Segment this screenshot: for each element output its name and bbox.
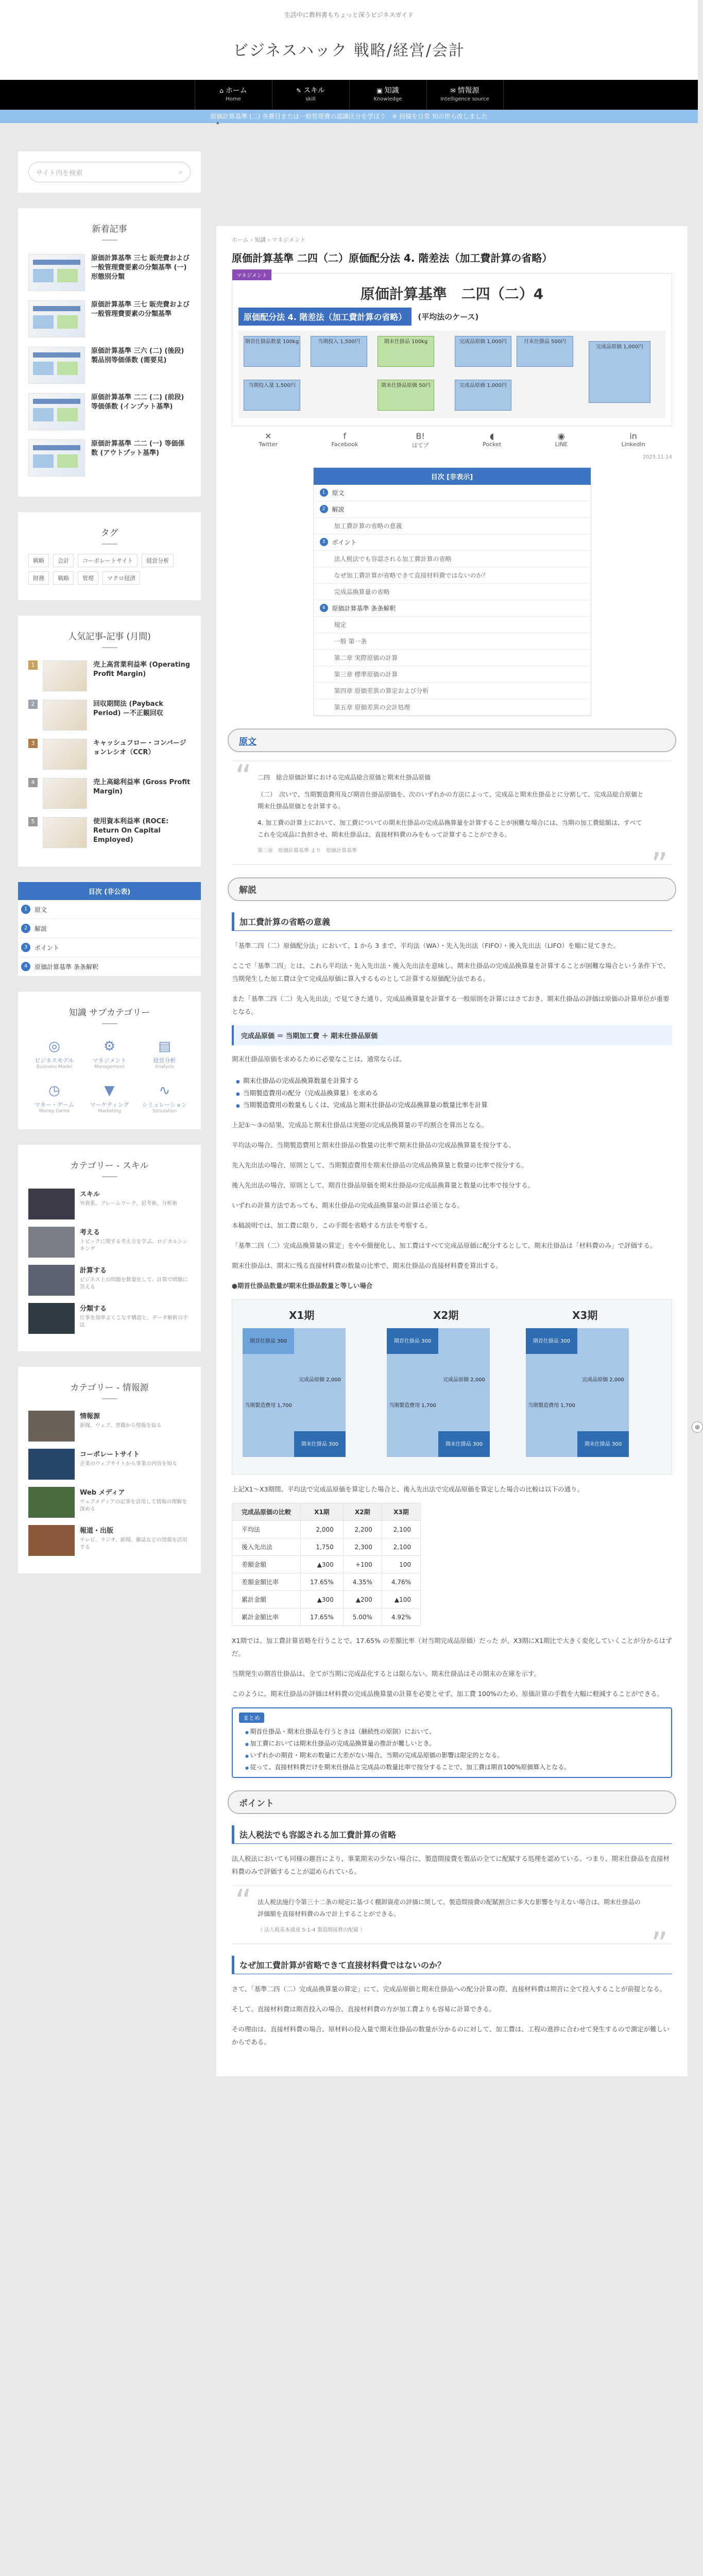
heading-why: なぜ加工費計算が省略できて直接材料費ではないのか？ [232,1956,672,1974]
table-row: 累計金額比率 17.65% 5.00% 4.92% [232,1608,421,1626]
box-opening-wip: 期首仕掛品 300 [243,1328,294,1354]
recent-item[interactable]: 原価計算基準 二二 (一) 等価係数 (アウトプット基準) [28,439,191,477]
category-item[interactable]: 分類する 仕事を効率よくこなす構造と、データ解析の手法 [28,1303,191,1334]
tag-link[interactable]: 戦略 [53,571,74,585]
line-icon: ◉ [557,431,565,441]
ranking-thumbnail [43,660,87,691]
rank-badge: 4 [28,778,38,787]
box-current-cost: 当期製造費用 1,700 [526,1354,577,1457]
share-twitter-button[interactable]: ✕ Twitter [259,431,278,448]
info-category-widget [18,1367,201,1573]
tags-title: タグ [28,522,191,549]
share-linkedin-button[interactable]: in LinkedIn [621,431,645,448]
heading-significance: 加工費計算の省略の意義 [232,912,672,931]
book-icon: ▣ [376,87,383,94]
section-original: 原文 [228,728,676,752]
linkedin-icon: in [629,431,637,441]
target-icon: ◎ [48,1039,60,1054]
ranking-item[interactable]: 4 売上高総利益率 (Gross Profit Margin) [28,778,191,809]
side-toc-widget [18,882,201,976]
skill-title: カテゴリー - スキル [28,1155,191,1181]
global-nav [0,80,698,110]
table-row: 累計金額 ▲300 ▲200 ▲100 [232,1591,421,1608]
site-header [0,0,698,80]
recent-widget [18,208,201,497]
tags-widget [18,512,201,600]
toc-subitem[interactable]: なぜ加工費計算が省略できて直接材料費ではないのか？ [314,567,591,584]
category-analysis[interactable]: ▤ 経営分析 Analysis [139,1033,191,1075]
toc-subitem[interactable]: 第五章 原価差異の会計処理 [314,699,591,716]
tag-link[interactable]: 経営分析 [142,554,174,567]
box-closing-wip: 期末仕掛品 300 [294,1431,346,1457]
table-of-contents [313,467,591,716]
recent-thumbnail [28,254,85,291]
pocket-icon: ◖ [489,431,494,441]
diagram-box: 当期投入 1,500円 [311,336,367,367]
rank-badge: 3 [28,739,38,748]
category-item[interactable]: 考える トピックに関する考え方を学ぶ、ロジカルシンキング [28,1227,191,1258]
period-label: X1期 [289,1309,315,1322]
post-date: 2025.11.14 [642,454,672,460]
diagram-box: 期首仕掛品数量 100kg [244,336,300,367]
share-hatena-button[interactable]: B! はてブ [411,431,429,449]
ranking-item[interactable]: 3 キャッシュフロー・コンバージョンレシオ（CCR） [28,739,191,770]
search-icon[interactable]: ⌕ [179,168,183,176]
eyecatch-case: (平均法のケース) [418,312,479,321]
clock-icon: ◷ [48,1083,60,1098]
toc-subitem[interactable]: 一般 第一条 [314,633,591,650]
category-item[interactable]: スキル 外資系、フレームワーク、思考術、分析術 [28,1189,191,1219]
eyecatch-title: 原価計算基準 二四（二）4 [360,285,544,302]
box-completed: 完成品原価 2,000 [577,1328,629,1431]
twitter-icon: ✕ [264,431,272,441]
scroll-top-button[interactable]: ⊕ [692,1421,703,1433]
diagram-box: 月末仕掛品 500円 [517,336,573,367]
eyecatch-diagram [238,331,665,418]
category-business-model[interactable]: ◎ ビジネスモデル Business Model [28,1033,80,1075]
category-simulation[interactable]: ∿ シミュレーション Simulation [139,1078,191,1119]
ranking-item[interactable]: 5 使用資本利益率 (ROCE: Return On Capital Employed) [28,817,191,848]
table-row: 平均法 2,000 2,200 2,100 [232,1521,421,1538]
notice-bar[interactable]: 原価計算基準 (二) 各費目または一般管理費の認識区分を学ぼう ※ 投稿を日常 知の世ら改しました [0,110,698,123]
summary-label: まとめ [239,1713,264,1723]
section-point: ポイント [228,1790,676,1814]
category-item[interactable]: 計算する ビジネス上の問題を数量化して、計算で問題に答える [28,1265,191,1296]
nav-skill[interactable]: ✎ スキル skill [272,80,349,110]
ranking-item[interactable]: 1 売上高営業利益率 (Operating Profit Margin) [28,660,191,691]
chart-caption: ●期首仕掛品数量が期末仕掛品数量と等しい場合 [232,1282,373,1290]
ranking-thumbnail [43,700,87,731]
period-flow-diagram [232,1299,672,1475]
nav-home[interactable]: ⌂ ホーム Home [195,80,272,110]
diagram-box: 完成品原価 1,000円 [455,380,511,411]
side-toc-title[interactable]: 目次 (非公表) [18,882,201,900]
toc-subitem[interactable]: 第三章 標準原価の計算 [314,666,591,683]
recent-item[interactable]: 原価計算基準 二二 (二) (前段)等価係数 (インプット基準) [28,393,191,430]
sidebar [18,123,201,2076]
home-icon: ⌂ [219,87,224,94]
eyecatch-image [232,273,672,426]
site-tagline: 生活中に教科書もちょっと深うビジネスガイド [284,11,414,19]
table-row: 後入先出法 1,750 2,300 2,100 [232,1538,421,1556]
page-title: 原価計算基準 二四（二）原価配分法 4. 階差法（加工費計算の省略） [232,252,553,264]
recent-thumbnail [28,300,85,337]
pencil-icon: ✎ [296,87,302,94]
box-current-cost: 当期製造費用 1,700 [387,1354,438,1457]
nav-intelligence[interactable]: ✉ 情報源 Intelligence source [426,80,504,110]
tag-link[interactable]: 財務 [28,571,49,585]
category-badge[interactable]: マネジメント [232,269,271,280]
formula-note: 完成品原価 ＝ 当期加工費 ＋ 期末仕掛品原価 [232,1025,672,1045]
recent-thumbnail [28,393,85,430]
recent-thumbnail [28,439,85,477]
period-label: X2期 [433,1309,459,1322]
toc-subitem[interactable]: 第四章 原価差異の算定および分析 [314,683,591,699]
recent-item[interactable]: 原価計算基準 三六 (二) (後段)製品別等価係数 (需要見) [28,347,191,384]
hatena-icon: B! [416,431,425,441]
tag-link[interactable]: 管理 [78,571,98,585]
rank-badge: 5 [28,817,38,826]
breadcrumb[interactable]: ホーム › 知識 › マネジメント [232,236,306,243]
knowledge-title: 知識 サブカテゴリー [28,1002,191,1028]
knowledge-subcategory-widget [18,992,201,1129]
quote-original: “ 二四 総合原価計算における完成品総合原価と期末仕掛品原価 （二） 次いで、当期製造費用及び期首仕掛品原価を、次のいずれかの方法によって、完成品と期末仕掛品とに分割して、完成品総合原価と期末仕掛品原価とを計算する。 4. 加工費の計算上において、加工費についての期末仕掛品の完成品換算量を計算することが困難な場合には、当期の加工費総額は、すべてこれを完成品に負担させ、期末仕掛品は、直接材料費のみをもって計算することができる。 第三章 原価計算基準 より 原価計算基準 ” [232,760,672,865]
info-title: カテゴリー - 情報源 [28,1377,191,1403]
tag-link[interactable]: コーポレートサイト [78,554,138,567]
tag-link[interactable]: マクロ経済 [102,571,140,585]
recent-item[interactable]: 原価計算基準 三七 販売費および一般管理費要素の分類基準 (一) 形態別分類 [28,254,191,291]
category-money-game[interactable]: ◷ マネー・ゲーム Money Game [28,1078,80,1119]
box-opening-wip: 期首仕掛品 300 [387,1328,438,1354]
category-thumbnail [28,1189,75,1219]
document-icon: ▤ [158,1039,171,1054]
share-facebook-button[interactable]: f Facebook [331,431,358,448]
nav-knowledge[interactable]: ▣ 知識 Knowledge [349,80,426,110]
wave-icon: ∿ [159,1083,170,1098]
skill-category-widget [18,1145,201,1351]
box-closing-wip: 期末仕掛品 300 [577,1431,629,1457]
diagram-box: 完成品原価 1,000円 [589,341,650,403]
side-toc-item[interactable]: 1 原文 [18,900,201,919]
side-toc-item[interactable]: 3 ポイント [18,938,201,957]
table-row: 差額金額 ▲300 +100 100 [232,1556,421,1573]
gear-icon: ⚙ [103,1039,116,1054]
box-completed: 完成品原価 2,000 [294,1328,346,1431]
toc-item[interactable]: 1 原文 [314,485,591,501]
heading-tax-law: 法人税法でも容認される加工費計算の省略 [232,1825,672,1844]
search-widget [18,151,201,193]
recent-title: 新着記事 [28,218,191,245]
facebook-icon: f [343,431,347,441]
share-pocket-button[interactable]: ◖ Pocket [483,431,502,448]
category-thumbnail [28,1525,75,1556]
site-title[interactable]: ビジネスハック 戦略/経営/会計 [233,42,465,60]
category-management[interactable]: ⚙ マネジメント Management [83,1033,135,1075]
diagram-box: 期末仕掛品原価 50円 [378,380,434,411]
toc-subitem[interactable]: 第二章 実際原価の計算 [314,650,591,666]
diagram-box: 当期投入量 1,500円 [244,380,300,411]
ranking-item[interactable]: 2 回収期間法 (Payback Period) ー不正観回収 [28,700,191,731]
category-thumbnail [28,1303,75,1334]
category-item[interactable]: コーポレートサイト 企業のウェブサイトから事業の内容を知る [28,1449,191,1480]
eyecatch-subtitle: 原価配分法 4. 階差法（加工費計算の省略） [238,308,411,326]
period-label: X3期 [572,1309,598,1322]
toc-subitem[interactable]: 加工費計算の省略の意義 [314,518,591,534]
toc-subitem[interactable]: 法人税法でも容認される加工費計算の省略 [314,551,591,567]
toc-item[interactable]: 3 ポイント [314,534,591,551]
comparison-table: 完成品原価の比較 X1期 X2期 X3期 平均法 2,000 2,200 2,100 後入先出法 1,750 2,300 2,100 差額金額 ▲300 +100 100 差額金額比率 17.65% 4.35% 4.76% 累計金額 ▲300 ▲200 ▲100 累計金額比率 17.65% 5.00% 4.92% [232,1503,421,1626]
quote-source[interactable]: 第三章 原価計算基準 より 原価計算基準 [258,848,357,854]
category-thumbnail [28,1449,75,1480]
quote-tax: “ 法人税法施行令第三十二条の規定に基づく棚卸資産の評価に関して、製造間接費の配賦割合に多大な影響を与えない場合は、期末仕掛品の評価額を直接材料費のみで計上することができる。 （ 法人税基本通達 5-1-4 製造間接費の配賦 ） ” [232,1885,672,1944]
toc-toggle[interactable]: 目次 [非表示] [314,468,591,485]
diagram-box: 期末仕掛品 100kg [378,336,434,367]
quote-source[interactable]: （ 法人税基本通達 5-1-4 製造間接費の配賦 ） [258,1927,366,1934]
recent-thumbnail [28,347,85,384]
rank-badge: 1 [28,660,38,670]
section-explanation: 解説 [228,877,676,901]
category-thumbnail [28,1227,75,1258]
recent-item[interactable]: 原価計算基準 三七 販売費および一般管理費要素の分類基準 [28,300,191,337]
box-completed: 完成品原価 2,000 [438,1328,490,1431]
category-marketing[interactable]: ▼ マーケティング Marketing [83,1078,135,1119]
tag-link[interactable]: 戦略 [28,554,49,567]
category-item[interactable]: Web メディア ウェブメディアの記事を活用して情報の理解を深める [28,1487,191,1518]
category-thumbnail [28,1265,75,1296]
toc-subitem[interactable]: 完成品換算量の省略 [314,584,591,600]
rank-badge: 2 [28,700,38,709]
ranking-title: 人気記事-記事 (月間) [28,626,191,652]
share-line-button[interactable]: ◉ LINE [555,431,568,448]
mail-icon: ✉ [450,87,456,94]
side-toc-item[interactable]: 4 原価計算基準 条条解釈 [18,957,201,976]
collapse-toggle-icon[interactable]: ▴ [216,119,219,126]
steps-list: ● 期末仕掛品の完成品換算数量を計算する ● 当期製造費用の配分（完成品換算量）を求める ● 当期製造費用の数量もしくは、完成品と期末仕掛品の完成品換算量の数量比率を計算 [232,1073,672,1118]
toc-item[interactable]: 4 原価計算基準 条条解釈 [314,600,591,617]
toc-subitem[interactable]: 規定 [314,617,591,633]
summary-box: まとめ ● 期首仕掛品・期末仕掛品を行うときは（継続性の原則）において、 ● 加工費においては期末仕掛品の完成品換算量の推計が難しいとき。 ● いずれかの期首・期末の数量に大差がない場合、当期の完成品原価の影響は限定的となる。 ● 従って、直接材料費だけを期末仕掛品と完成品の数量比率で按分することで、加工費は期首100%原価算入となる。 [232,1707,672,1778]
diagram-box: 完成品原価 1,000円 [455,336,511,367]
box-opening-wip: 期首仕掛品 300 [526,1328,577,1354]
category-item[interactable]: 情報源 新聞、ウェブ、書籍から情報を取る [28,1411,191,1442]
ranking-widget [18,616,201,867]
search-input[interactable]: サイト内を検索 ⌕ [28,162,191,182]
toc-item[interactable]: 2 解説 [314,501,591,518]
tag-link[interactable]: 会計 [53,554,74,567]
funnel-icon: ▼ [104,1083,115,1098]
main-content [216,119,700,2076]
category-thumbnail [28,1487,75,1518]
share-bar [232,426,672,454]
ranking-thumbnail [43,778,87,809]
table-row: 差額金額比率 17.65% 4.35% 4.76% [232,1573,421,1591]
box-current-cost: 当期製造費用 1,700 [243,1354,294,1457]
article: ホーム › 知識 › マネジメント 原価計算基準 二四（二）原価配分法 4. 階差法（加工費計算の省略） マネジメント 原価計算基準 二四（二）4 原価配分法 4. 階差法（加工費計算の省略） (平均法のケース) 期首仕掛品数量 100kg 当期投入 1,500円 期末仕掛品 100kg 完成品原価 1,000円 月末仕掛品 500円 当期投入量 1,500円 期末仕掛品原価 50円 完成品原価 1,000円 完成品原価 1,000円 ✕ Twitter f Facebook B! はてブ ◖ Pocket ◉ LINE in LinkedIn 2025.11.14 目次 [非表示] 1 原文 2 解説 加工費計算の省略の意義 3 ポイント 法人税法でも容認される加工費計算の省略 なぜ加工費計算が省略できて直接材料費ではないのか？ 完成品換算量の省略 4 原価計算基準 条条解釈 規定 一般 第一条 第二章 実際原価の計算 第三章 標準原価の計算 第四章 原価差異の算定および分析 第五章 原価差異の会計処理 原文 “ 二四 総合原価計算における完成品総合原価と期末仕掛品原価 （二） 次いで、当期製造費用及び期首仕掛品原価を、次のいずれかの方法によって、完成品と期末仕掛品とに分割して、完成品総合原価と期末仕掛品原価とを計算する。 4. 加工費の計算上において、加工費についての期末仕掛品の完成品換算量を計算することが困難な場合には、当期の加工費総額は、すべてこれを完成品に負担させ、期末仕掛品は、直接材料費のみをもって計算することができる。 第三章 原価計算基準 より 原価計算基準 ” 解説 加工費計算の省略の意義 「基準二四（二）原価配分法」において、1 から 3 まで、平均法（WA）・先入先出法（FIFO）・後入先出法（LIFO）を順に見てきた。 ここで「基準二四」とは、これら平均法・先入先出法・後入先出法を意味し、期末仕掛品の完成品換算量を計算することが困難な場合という条件下で、当期発生した加工費は全て完成品原価に算入するものとして計算する原価配分法である。 また「基準二四（二）先入先出法」で見てきた通り、完成品換算量を計算する一般原則を計算にはさておき、期末仕掛品の評価は原価の計算単位が重要となる。 完成品原価 ＝ 当期加工費 ＋ 期末仕掛品原価 期末仕掛品原価を求めるために必要なことは、通常ならば、 ● 期末仕掛品の完成品換算数量を計算する ● 当期製造費用の配分（完成品換算量）を求める ● 当期製造費用の数量もしくは、完成品と期末仕掛品の完成品換算量の数量比率を計算 上記①〜③の結果、完成品と期末仕掛品は実態の完成品換算量の平均割合を算出となる。 平均法の場合、当期製造費用と期末仕掛品の数量の比率で期末仕掛品の完成品換算量を按分する。 先入先出法の場合、原則として、当期製造費用を期末仕掛品の完成品換算量と数量の比率で按分する。 後入先出法の場合、原則として、期首仕掛品原価を期末仕掛品の完成品換算量と数量の比率で按分する。 いずれの計算方法であっても、期末仕掛品の完成品換算量の計算は必須となる。 本稿説明では、加工費に限り、この手間を省略する方法を考察する。 「基準二四（二）完成品換算量の算定」をやや簡便化し、加工費はすべて完成品原価に配分するとして、期末仕掛品は「材料費のみ」で評価する。 期末仕掛品は、期末に残る直接材料費の数量の比率で、期末仕掛品の直接材料費を算出する。 ●期首仕掛品数量が期末仕掛品数量と等しい場合 X1期 X2期 X3期 期首仕掛品 300 当期製造費用 1,700 完成品原価 2,000 期末仕掛品 300 期首仕掛品 300 当期製造費用 1,700 完成品原価 2,000 期末仕掛品 300 期首仕掛品 300 当期製造費用 1,700 完成品原価 2,000 期末仕掛品 300 上記X1〜X3期間、平均法で完成品原価を算定した場合と、後入先出法で完成品原価を算定した場合の比較は以下の通り。 完成品原価の比較 X1期 X2期 X3期 平均法 2,000 2,200 2,100 後入先出法 1,750 2,300 2,100 差額金額 ▲300 +100 100 差額金額比率 17.65% 4.35% 4.76% 累計金額 ▲300 ▲200 ▲100 累計金額比率 17.65% 5.00% 4.92% X1期では、加工費計算省略を行うことで、17.65% の差額比率（対当期完成品原価）だった が、X3期にX1期比で大きく変化していくことが分かるはずだ。 当期発生の期首仕掛品は、全てが当期に完成品化するとは限らない。期末仕掛品はその期末の在庫を示す。 このように、期末仕掛品の評価は材料費の完成品換算量の計算を必要とせず、加工費 100%のため、原価計算の手数を大幅に軽減することができる。 まとめ ● 期首仕掛品・期末仕掛品を行うときは（継続性の原則）において、 ● 加工費においては期末仕掛品の完成品換算量の推計が難しいとき。 ● いずれかの期首・期末の数量に大差がない場合、当期の完成品原価の影響は限定的となる。 ● 従って、直接材料費だけを期末仕掛品と完成品の数量比率で按分することで、加工費は期首100%原価算入となる。 ポイント 法人税法でも容認される加工費計算の省略 法人税法においても同様の趣旨により、事業期末の少ない場合に、製造間接費を製品の全てに配賦する処理を認めている。つまり、期末仕掛品を直接材料費のみで評価することが認められている。 “ 法人税法施行令第三十二条の規定に基づく棚卸資産の評価に関して、製造間接費の配賦割合に多大な影響を与えない場合は、期末仕掛品の評価額を直接材料費のみで計上することができる。 （ 法人税基本通達 5-1-4 製造間接費の配賦 ） ” なぜ加工費計算が省略できて直接材料費ではないのか？ さて、「基準二四（二）完成品換算量の算定」にて、完成品原価と期末仕掛品への配分計算の際、直接材料費は期首に全て投入することが前提となる。 そして、直接材料費は期首投入の場合、直接材料費の方が加工費よりも容易に計算できる。 その理由は、直接材料費の場合、原材料の投入量で期末仕掛品の数量が分かるのに対して、加工費は、工程の進捗に合わせて発生するので測定が難しいからである。 [216,226,688,2076]
category-thumbnail [28,1411,75,1442]
ranking-thumbnail [43,739,87,770]
ranking-thumbnail [43,817,87,848]
box-closing-wip: 期末仕掛品 300 [438,1431,490,1457]
side-toc-item[interactable]: 2 解説 [18,919,201,938]
category-item[interactable]: 報道・出版 テレビ、ラジオ、新聞、雑誌などの情報を活用する [28,1525,191,1556]
